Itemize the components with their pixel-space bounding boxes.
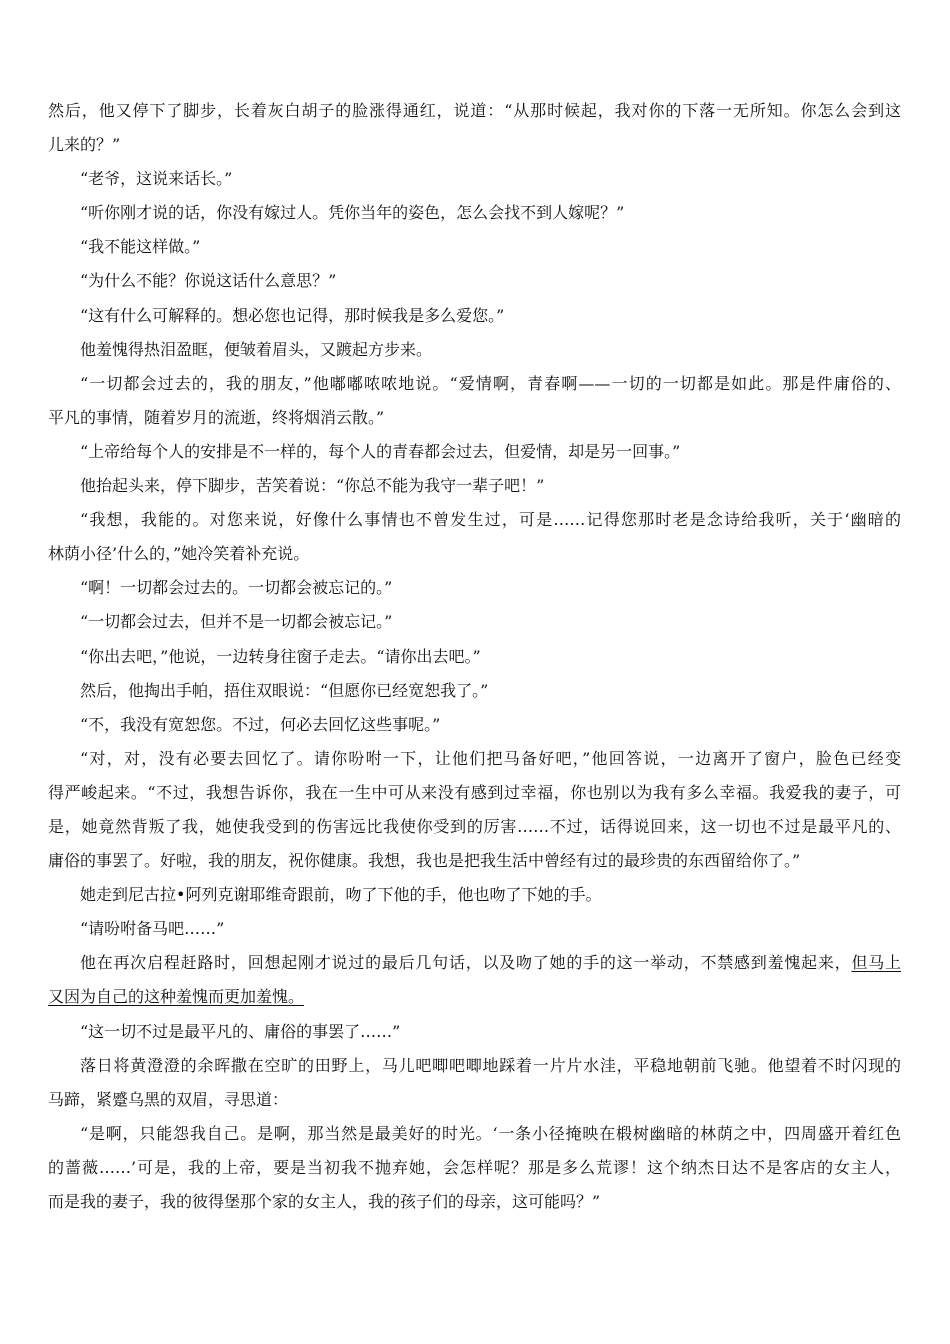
line-text: “我想，我能的。对您来说，好像什么事情也不曾发生过，可是……记得您那时老是念诗给我听，关于‘幽暗的 <box>80 510 901 530</box>
text-line <box>48 878 901 912</box>
text-line <box>48 912 901 946</box>
text-line <box>48 469 901 503</box>
text-line <box>48 1049 901 1083</box>
line-text: 然后，他掏出手帕，捂住双眼说：“但愿你已经宽恕我了。” <box>80 680 489 700</box>
line-text: “对，对，没有必要去回忆了。请你吩咐一下，让他们把马备好吧，”他回答说，一边离开了窗户，脸色已经变 <box>80 748 901 768</box>
text-line <box>48 640 901 674</box>
paragraph <box>48 912 901 946</box>
paragraph <box>48 503 901 571</box>
paragraph <box>48 1117 901 1219</box>
text-line <box>48 674 901 708</box>
text-line <box>48 844 901 878</box>
paragraph <box>48 742 901 878</box>
underlined-text: 但马上 <box>851 953 901 973</box>
paragraph <box>48 708 901 742</box>
line-text: 落日将黄澄澄的余晖撒在空旷的田野上，马儿吧唧吧唧地踩着一片片水洼，平稳地朝前飞驰。他望着不时闪现的 <box>80 1055 901 1075</box>
line-text: “请吩咐备马吧……” <box>80 919 225 939</box>
text-line <box>48 708 901 742</box>
text-line <box>48 196 901 230</box>
line-text: “不，我没有宽恕您。不过，何必去回忆这些事呢。” <box>80 714 441 734</box>
paragraph <box>48 435 901 469</box>
text-line <box>48 1185 901 1219</box>
line-text: “听你刚才说的话，你没有嫁过人。凭你当年的姿色，怎么会找不到人嫁呢？” <box>80 203 625 223</box>
line-text: 的蔷薇……’可是，我的上帝，要是当初我不抛弃她，会怎样呢？那是多么荒谬！这个纳杰日达不是客店的女主人， <box>48 1157 901 1177</box>
line-text: 他抬起头来，停下脚步，苦笑着说：“你总不能为我守一辈子吧！” <box>80 476 545 496</box>
paragraph <box>48 640 901 674</box>
text-line <box>48 946 901 980</box>
text-line <box>48 571 901 605</box>
paragraph <box>48 1049 901 1117</box>
paragraph <box>48 162 901 196</box>
text-line <box>48 980 901 1014</box>
text-line <box>48 1117 901 1151</box>
line-text: “你出去吧，”他说，一边转身往窗子走去。“请你出去吧。” <box>80 646 481 666</box>
paragraph <box>48 1015 901 1049</box>
line-text: “是啊，只能怨我自己。是啊，那当然是最美好的时光。‘一条小径掩映在椴树幽暗的林荫之中，四周盛开着红色 <box>80 1123 901 1143</box>
line-text: 平凡的事情，随着岁月的流逝，终将烟消云散。” <box>48 407 385 427</box>
text-line <box>48 367 901 401</box>
text-line <box>48 128 901 162</box>
underlined-text: 又因为自己的这种羞愧而更加羞愧。 <box>48 987 305 1007</box>
paragraph <box>48 571 901 605</box>
line-text: “这有什么可解释的。想必您也记得，那时候我是多么爱您。” <box>80 305 505 325</box>
text-line <box>48 810 901 844</box>
text-line <box>48 605 901 639</box>
line-text: 然后，他又停下了脚步，长着灰白胡子的脸涨得通红，说道：“从那时候起，我对你的下落一无所知。你怎么会到这 <box>48 101 901 120</box>
document-body <box>48 94 901 1219</box>
text-line <box>48 1151 901 1185</box>
text-line <box>48 333 901 367</box>
text-line <box>48 1015 901 1049</box>
paragraph <box>48 469 901 503</box>
line-text: 是，她竟然背叛了我，她使我受到的伤害远比我使你受到的厉害……不过，话得说回来，这一切也不过是最平凡的、 <box>48 816 901 836</box>
text-line <box>48 776 901 810</box>
line-text: “一切都会过去的，我的朋友，”他嘟嘟哝哝地说。“爱情啊，青春啊——一切的一切都是如此。那是件庸俗的、 <box>80 373 901 393</box>
line-text: 林荫小径’什么的，”她冷笑着补充说。 <box>48 544 310 564</box>
line-text: 她走到尼古拉•阿列克谢耶维奇跟前，吻了下他的手，他也吻了下她的手。 <box>80 885 602 905</box>
line-text: 他羞愧得热泪盈眶，便皱着眉头，又踱起方步来。 <box>80 339 433 359</box>
line-text: “上帝给每个人的安排是不一样的，每个人的青春都会过去，但爱情，却是另一回事。” <box>80 441 681 461</box>
paragraph <box>48 674 901 708</box>
paragraph <box>48 299 901 333</box>
paragraph <box>48 946 901 1014</box>
text-line <box>48 264 901 298</box>
paragraph <box>48 264 901 298</box>
line-text: “为什么不能？你说这话什么意思？” <box>80 271 337 291</box>
text-line <box>48 1083 901 1117</box>
line-text: 马蹄，紧蹙乌黑的双眉，寻思道： <box>48 1089 289 1109</box>
text-line <box>48 162 901 196</box>
line-text: “我不能这样做。” <box>80 237 201 257</box>
line-text: “这一切不过是最平凡的、庸俗的事罢了……” <box>80 1021 401 1041</box>
text-line <box>48 299 901 333</box>
text-line <box>48 537 901 571</box>
text-line <box>48 503 901 537</box>
text-line <box>48 742 901 776</box>
text-line <box>48 435 901 469</box>
line-text: 他在再次启程赶路时，回想起刚才说过的最后几句话，以及吻了她的手的这一举动，不禁感到羞愧起来， <box>80 953 852 973</box>
line-text: “啊！一切都会过去的。一切都会被忘记的。” <box>80 578 393 598</box>
text-line <box>48 401 901 435</box>
text-line <box>48 230 901 264</box>
paragraph <box>48 367 901 435</box>
line-text: 而是我的妻子，我的彼得堡那个家的女主人，我的孩子们的母亲，这可能吗？” <box>48 1192 601 1211</box>
line-text: 儿来的？” <box>48 135 121 155</box>
paragraph <box>48 196 901 230</box>
paragraph <box>48 878 901 912</box>
line-text: “老爷，这说来话长。” <box>80 169 233 189</box>
paragraph <box>48 333 901 367</box>
paragraph <box>48 230 901 264</box>
line-text: 得严峻起来。“不过，我想告诉你，我在一生中可从来没有感到过幸福，你也别以为我有多么幸福。我爱我的妻子，可 <box>48 782 901 802</box>
text-line <box>48 94 901 128</box>
paragraph <box>48 94 901 162</box>
paragraph <box>48 605 901 639</box>
line-text: 庸俗的事罢了。好啦，我的朋友，祝你健康。我想，我也是把我生活中曾经有过的最珍贵的东西留给你了。” <box>48 851 801 871</box>
line-text: “一切都会过去，但并不是一切都会被忘记。” <box>80 612 393 632</box>
